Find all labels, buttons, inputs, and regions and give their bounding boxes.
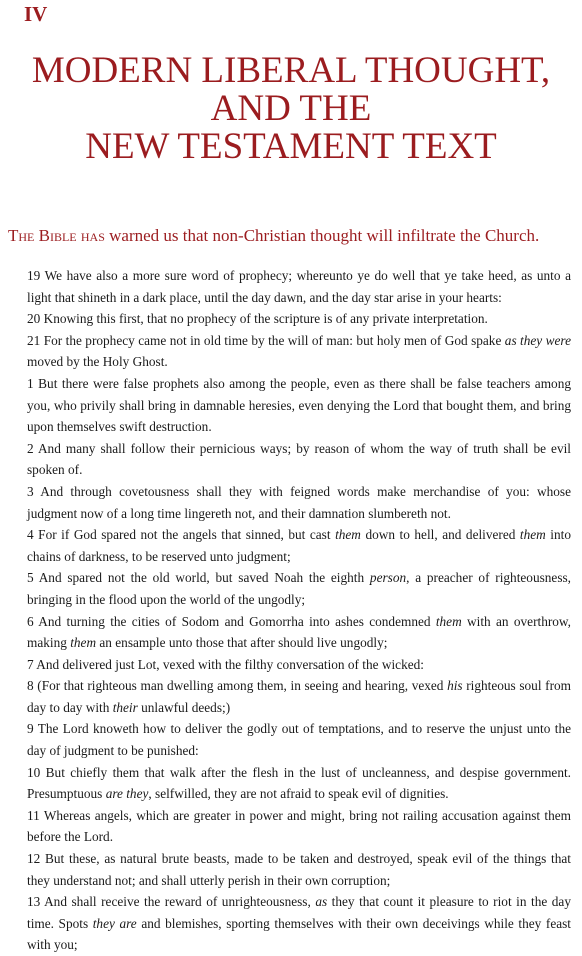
- intro-smallcaps-lead: The Bible has: [8, 226, 105, 245]
- verse-text: 7 And delivered just Lot, vexed with the filthy conversation of the wicked:: [27, 656, 424, 672]
- verse: [27, 330, 571, 373]
- verse-text: 8 (For that righteous man dwelling among them, in seeing and hearing, vexed: [27, 678, 448, 694]
- verse-italic-text: they are: [92, 915, 137, 931]
- verse-text: 4 For if God spared not the angels that sinned, but cast: [27, 527, 336, 543]
- verse-italic-text: them: [70, 635, 97, 651]
- verse-text: unlawful deeds;): [137, 699, 231, 715]
- chapter-title-line-1: MODERN LIBERAL THOUGHT,: [31, 50, 551, 91]
- chapter-title-line-3: NEW TESTAMENT TEXT: [85, 126, 497, 167]
- verse-text: with an overthrow, making: [27, 613, 571, 651]
- verse-text: 5 And spared not the old world, but saved Noah the eighth: [27, 570, 370, 586]
- verse-text: into chains of darkness, to be reserved unto judgment;: [27, 527, 571, 564]
- verse: [27, 611, 571, 654]
- verse-text: 9 The Lord knoweth how to deliver the godly out of temptations, and to reserve the unjust unto the day of judgment to be punished:: [27, 721, 571, 759]
- verse: [27, 567, 571, 610]
- verse-text: an ensample unto those that after should live ungodly;: [96, 635, 388, 651]
- intro-text: warned us that non-Christian thought will infiltrate the Church.: [104, 226, 540, 245]
- verse-text: , a preacher of righteousness, bringing in the flood upon the world of the ungodly;: [27, 570, 571, 607]
- verse-text: 12 But these, as natural brute beasts, made to be taken and destroyed, speak evil of the things that they understand not; and shall utterly perish in their own corruption;: [27, 851, 571, 888]
- verse-text: moved by the Holy Ghost.: [27, 354, 168, 370]
- verse-text: , selfwilled, they are not afraid to speak evil of dignities.: [148, 786, 449, 802]
- verse-text: 6 And turning the cities of Sodom and Gomorrha into ashes condemned: [27, 613, 436, 629]
- intro-sentence: [8, 225, 578, 247]
- verse-text: 11 Whereas angels, which are greater in power and might, bring not railing accusation against them before the Lord.: [27, 807, 571, 845]
- verse: [27, 438, 571, 481]
- verse: [27, 373, 571, 438]
- verse: [27, 718, 571, 761]
- verse-text: 21 For the prophecy came not in old time by the will of man: but holy men of God spake: [27, 332, 505, 348]
- scripture-passage: [27, 265, 571, 956]
- verse-text: 2 And many shall follow their pernicious ways; by reason of whom the way of truth shall be evil spoken of.: [27, 440, 571, 478]
- verse-text: 10 But chiefly them that walk after the flesh in the lust of uncleanness, and despise government. Presumptuous: [27, 764, 571, 802]
- verse: [27, 891, 571, 956]
- verse-italic-text: his: [447, 678, 463, 694]
- verse: [27, 308, 571, 330]
- verse-italic-text: are they: [105, 786, 149, 802]
- verse-italic-text: their: [112, 699, 138, 715]
- verse-italic-text: as they were: [504, 332, 571, 348]
- verse-text: 3 And through covetousness shall they with feigned words make merchandise of you: whose judgment now of a long time lingereth not, and their damnation slumbereth not.: [27, 483, 571, 521]
- verse: [27, 848, 571, 891]
- verse: [27, 265, 571, 308]
- verse-text: 13 And shall receive the reward of unrighteousness,: [27, 894, 316, 910]
- verse-italic-text: person: [369, 570, 407, 586]
- chapter-number: IV: [24, 2, 48, 26]
- verse: [27, 805, 571, 848]
- verse-italic-text: them: [519, 527, 546, 543]
- verse-italic-text: them: [435, 613, 462, 629]
- verse: [27, 524, 571, 567]
- verse: [27, 762, 571, 805]
- verse: [27, 654, 571, 676]
- verse-text: down to hell, and delivered: [360, 527, 520, 543]
- verse: [27, 481, 571, 524]
- verse-text: they that count it pleasure to riot in the day time. Spots: [27, 894, 571, 931]
- verse-text: and blemishes, sporting themselves with their own deceivings while they feast with you;: [27, 915, 572, 953]
- chapter-title: [0, 52, 582, 166]
- verse-text: 1 But there were false prophets also among the people, even as there shall be false teachers among you, who privily shall bring in damnable heresies, even denying the Lord that bought them, and bring upon themselves swift destruction.: [27, 375, 571, 435]
- verse-text: 19 We have also a more sure word of prophecy; whereunto ye do well that ye take heed, as unto a light that shineth in a dark place, until the day dawn, and the day star arise in your hearts:: [27, 268, 571, 305]
- verse-text: 20 Knowing this first, that no prophecy of the scripture is of any private interpretation.: [27, 311, 488, 327]
- verse-italic-text: as: [315, 894, 328, 910]
- verse: [27, 675, 571, 718]
- chapter-title-line-2: AND THE: [210, 88, 372, 129]
- verse-italic-text: them: [335, 527, 361, 543]
- verse-text: righteous soul from day to day with: [27, 678, 571, 715]
